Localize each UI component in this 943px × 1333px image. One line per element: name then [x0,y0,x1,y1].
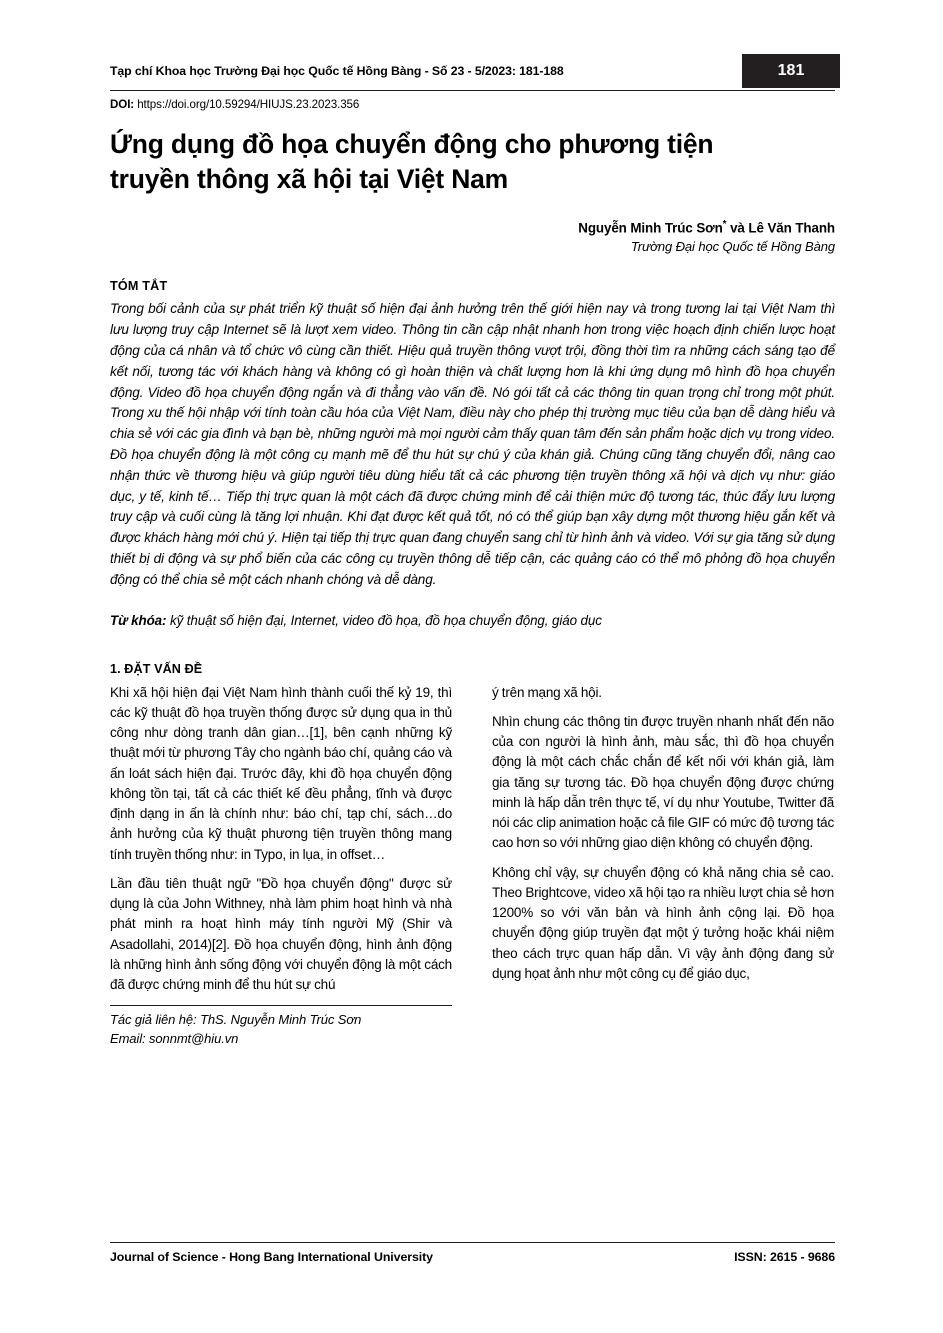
footnote-divider [110,1005,452,1006]
footnote [110,1011,452,1049]
page-content [110,0,835,1049]
body-column-left [110,683,452,1049]
doi-line [110,98,835,111]
corresponding-marker: * [722,218,727,230]
author-list [110,219,835,235]
abstract-text: Trong bối cảnh của sự phát triển kỹ thuật số hiện đại ảnh hưởng trên thế giới hiện nay và trong tương lai tại Việt Nam thì lưu lượng truy cập Internet sẽ là lượt xem video. Thông tin cần cập nhật nhanh hơn trong việc hoạch định chiến lược hoạt động của cá nhân và tổ chức vô cùng cần thiết. Hiệu quả truyền thông vượt trội, đồng thời tìm ra những cách sáng tạo để kết nối, tương tác với khách hàng và không có gì hoàn thiện và chất lượng hơn là khi ứng dụng mô hình đồ họa chuyển động. Video đồ họa chuyển động ngắn và đi thẳng vào vấn đề. Nó gói tất cả các thông tin quan trọng chỉ trong một phút. Trong xu thế hội nhập với tính toàn cầu hóa của Việt Nam, điều này cho phép thị trường mục tiêu của bạn dễ dàng hiểu và chia sẻ với các gia đình và bạn bè, những người mà mọi người cảm thấy quan tâm đến sản phẩm hoặc dịch vụ trong video. Đồ họa chuyển động là một công cụ mạnh mẽ để thu hút sự chú ý của khán giả. Chúng cũng tăng chuyển đổi, nâng cao nhận thức về thương hiệu và giúp người tiêu dùng hiểu tất cả các phương tiện truyền thông xã hội và dịch vụ như: giáo dục, y tế, kinh tế… Tiếp thị trực quan là một cách đã được chứng minh để cải thiện mức độ tương tác, thúc đẩy lưu lượng truy cập và cuối cùng là tăng lợi nhuận. Khi đạt được kết quả tốt, nó có thể giúp bạn xây dựng một thương hiệu gắn kết và được khách hàng mới chú ý. Hiện tại tiếp thị trực quan đang chuyển sang chỉ từ hình ảnh và video. Với sự gia tăng sử dụng thiết bị di động và sự phổ biến của các công cụ truyền thông dễ tiếp cận, các quảng cáo có thể mô phỏng đồ họa chuyển động có thể chia sẻ một cách nhanh chóng và dễ dàng. [110,301,835,587]
keywords-line [110,613,835,628]
page-footer [110,1242,835,1264]
paragraph: Lần đầu tiên thuật ngữ "Đồ họa chuyển động" được sử dụng là của John Withney, nhà làm phim hoạt hình và nhà phát minh ra hoạt hình máy tính người Mỹ (Shir và Asadollahi, 2014)[2]. Đồ họa chuyển động, hình ảnh động là những hình ảnh sống động với chuyển động là một cách đã được chứng minh để thu hút sự chú [110,875,452,993]
page-header [110,58,835,88]
footer-row [110,1250,835,1264]
title-line-1: Ứng dụng đồ họa chuyển động cho phương tiện [110,129,714,159]
footer-divider [110,1242,835,1243]
paragraph: ý trên mạng xã hội. [492,684,602,700]
paragraph: Không chỉ vậy, sự chuyển động có khả năng chia sẻ cao. Theo Brightcove, video xã hội tạo ra nhiều lượt chia sẻ hơn 1200% so với văn bản và hình ảnh cộng lại. Đồ họa chuyển động giúp truyền đạt một ý tưởng hoặc khái niệm theo cách trực quan hấp dẫn. Vì vậy ảnh động đang sử dụng họat ảnh như một công cụ để giáo dục, [492,864,834,981]
paragraph: Nhìn chung các thông tin được truyền nhanh nhất đến não của con người là hình ảnh, màu sắc, thì đồ họa chuyển động là một cách chắc chắn để kết nối với khán giả, làm gia tăng sự tương tác. Đồ họa chuyển động được chứng minh là hấp dẫn trên thực tế, ví dụ như Youtube, Twitter đã nói các clip animation hoặc cả file GIF có mức độ tương tác cao hơn so với những giao diện không có chuyển động. [492,713,834,851]
author-primary: Nguyễn Minh Trúc Sơn [578,220,723,236]
journal-citation-line: Tạp chí Khoa học Trường Đại học Quốc tế Hồng Bàng - Số 23 - 5/2023: 181-188 [110,64,564,78]
keywords-label: Từ khóa: [110,612,167,628]
doi-label: DOI: [110,98,135,111]
page-number-badge: 181 [742,54,840,88]
abstract-heading: TÓM TẮT [110,279,168,294]
keywords-values: kỹ thuật số hiện đại, Internet, video đồ họa, đồ họa chuyển động, giáo dục [166,612,602,628]
title-line-2: truyền thông xã hội tại Việt Nam [110,163,509,194]
author-affiliation: Trường Đại học Quốc tế Hồng Bàng [630,239,835,255]
footnote-contact: Tác giả liên hệ: ThS. Nguyễn Minh Trúc Sơn [110,1012,362,1028]
footer-journal-name: Journal of Science - Hong Bang International University [110,1250,433,1264]
header-divider [110,90,835,91]
doi-value[interactable]: https://doi.org/10.59294/HIUJS.23.2023.356 [137,98,360,111]
footnote-email[interactable]: Email: sonnmt@hiu.vn [110,1031,239,1047]
body-columns [110,683,835,1049]
paper-title [110,127,835,197]
paragraph: Khi xã hội hiện đại Việt Nam hình thành cuối thế kỷ 19, thì các kỹ thuật đồ họa truyền thống được sử dụng qua in thủ công như dòng tranh dân gian…[1], bên cạnh những kỹ thuật mới từ phương Tây cho ngành báo chí, quảng cáo và ấn loát sách hiện đại. Trước đây, khi đồ họa chuyển động không tồn tại, tất cả các thiết kế đều phẳng, tĩnh và được định dạng in ấn là chính như: báo chí, tạp chí, sách…do ảnh hưởng của kỹ thuật phương tiện truyền thông mang tính truyền thống như: in Typo, in lụa, in offset… [110,684,452,862]
section-heading-1: 1. ĐẶT VẤN ĐỀ [110,661,203,676]
body-column-right [492,683,834,1049]
author-secondary: và Lê Văn Thanh [726,220,835,236]
footer-issn: ISSN: 2615 - 9686 [734,1250,835,1264]
